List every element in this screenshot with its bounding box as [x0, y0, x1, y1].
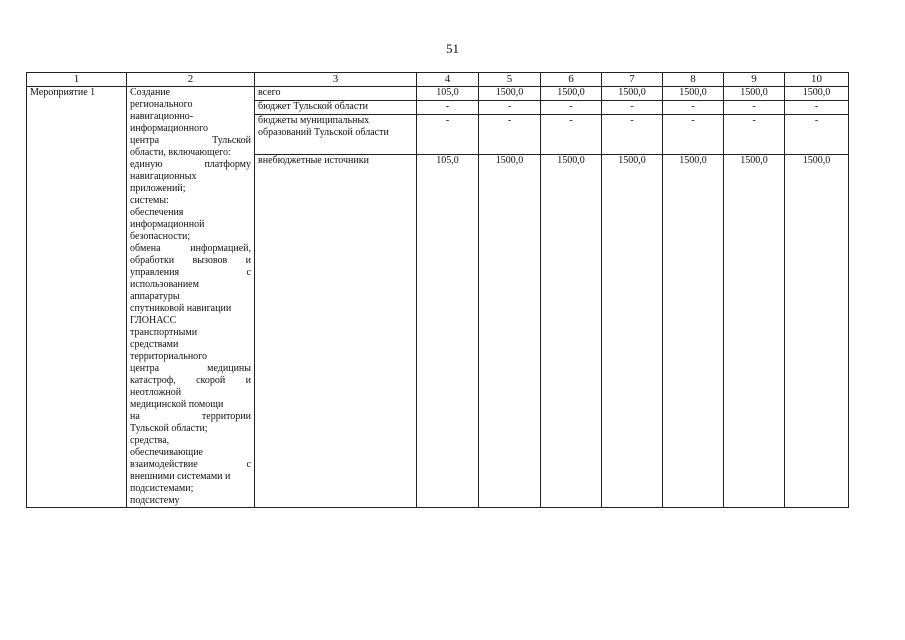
- value-cell: 1500,0: [541, 155, 602, 508]
- description-line: навигационных: [130, 171, 197, 182]
- description-line: Создание: [130, 87, 171, 98]
- description-line: Тульской области;: [130, 423, 208, 434]
- header-cell: 4: [417, 73, 479, 87]
- value-cell: 1500,0: [479, 87, 541, 101]
- value-cell: -: [479, 101, 541, 115]
- header-cell: 2: [127, 73, 255, 87]
- value-cell: 1500,0: [602, 87, 663, 101]
- value-cell: -: [724, 101, 785, 115]
- description-line: регионального: [130, 99, 193, 110]
- description-line: подсистему: [130, 495, 180, 506]
- description-line: на территории: [130, 411, 251, 422]
- description-line: внешними системами и: [130, 471, 231, 482]
- description-line: системы:: [130, 195, 169, 206]
- value-cell: 105,0: [417, 87, 479, 101]
- description-line: спутниковой навигации: [130, 303, 232, 314]
- description-line: взаимодействие с: [130, 459, 251, 470]
- description-line: территориального: [130, 351, 208, 362]
- value-cell: 1500,0: [602, 155, 663, 508]
- value-cell: -: [785, 115, 849, 155]
- description-line: средствами: [130, 339, 179, 350]
- value-cell: 1500,0: [724, 155, 785, 508]
- description-line: медицинской помощи: [130, 399, 224, 410]
- description-line: единую платформу: [130, 159, 251, 170]
- funding-table: [26, 72, 849, 508]
- value-cell: -: [479, 115, 541, 155]
- description-line: области, включающего:: [130, 147, 231, 158]
- funding-source-cell: бюджет Тульской области: [255, 101, 417, 115]
- description-line: ГЛОНАСС: [130, 315, 177, 326]
- page-number: 51: [446, 41, 459, 56]
- value-cell: -: [541, 115, 602, 155]
- description-line: неотложной: [130, 387, 182, 398]
- description-line: обработки вызовов и: [130, 255, 251, 266]
- value-cell: 1500,0: [663, 87, 724, 101]
- description-line: обеспечивающие: [130, 447, 203, 458]
- header-row: [27, 73, 849, 87]
- header-cell: 9: [724, 73, 785, 87]
- value-cell: -: [541, 101, 602, 115]
- description-line: обмена информацией,: [130, 243, 251, 254]
- header-cell: 7: [602, 73, 663, 87]
- table-row: [27, 87, 849, 101]
- value-cell: 105,0: [417, 155, 479, 508]
- value-cell: -: [724, 115, 785, 155]
- value-cell: 1500,0: [663, 155, 724, 508]
- description-line: обеспечения: [130, 207, 184, 218]
- value-cell: 1500,0: [785, 155, 849, 508]
- funding-source-cell: внебюджетные источники: [255, 155, 417, 508]
- value-cell: 1500,0: [541, 87, 602, 101]
- measure-description-cell: [127, 87, 255, 508]
- description-line: безопасности;: [130, 231, 191, 242]
- value-cell: 1500,0: [724, 87, 785, 101]
- value-cell: 1500,0: [785, 87, 849, 101]
- value-cell: -: [663, 115, 724, 155]
- description-line: информационной: [130, 219, 205, 230]
- description-line: аппаратуры: [130, 291, 180, 302]
- description-line: средства,: [130, 435, 170, 446]
- header-cell: 8: [663, 73, 724, 87]
- description-line: центра медицины: [130, 363, 251, 374]
- description-line: управления с: [130, 267, 251, 278]
- value-cell: -: [417, 115, 479, 155]
- measure-name-cell: Мероприятие 1: [27, 87, 127, 508]
- value-cell: -: [602, 115, 663, 155]
- value-cell: -: [602, 101, 663, 115]
- header-cell: 3: [255, 73, 417, 87]
- header-cell: 10: [785, 73, 849, 87]
- description-line: информационного: [130, 123, 208, 134]
- value-cell: 1500,0: [479, 155, 541, 508]
- description-line: приложений;: [130, 183, 186, 194]
- header-cell: 5: [479, 73, 541, 87]
- description-line: центра Тульской: [130, 135, 251, 146]
- description-line: использованием: [130, 279, 199, 290]
- value-cell: -: [785, 101, 849, 115]
- header-cell: 1: [27, 73, 127, 87]
- value-cell: -: [417, 101, 479, 115]
- funding-source-cell: бюджеты муниципальных образований Тульской области: [255, 115, 417, 155]
- funding-source-cell: всего: [255, 87, 417, 101]
- description-line: транспортными: [130, 327, 198, 338]
- description-line: катастроф, скорой и: [130, 375, 251, 386]
- description-line: навигационно-: [130, 111, 194, 122]
- description-line: подсистемами;: [130, 483, 194, 494]
- value-cell: -: [663, 101, 724, 115]
- header-cell: 6: [541, 73, 602, 87]
